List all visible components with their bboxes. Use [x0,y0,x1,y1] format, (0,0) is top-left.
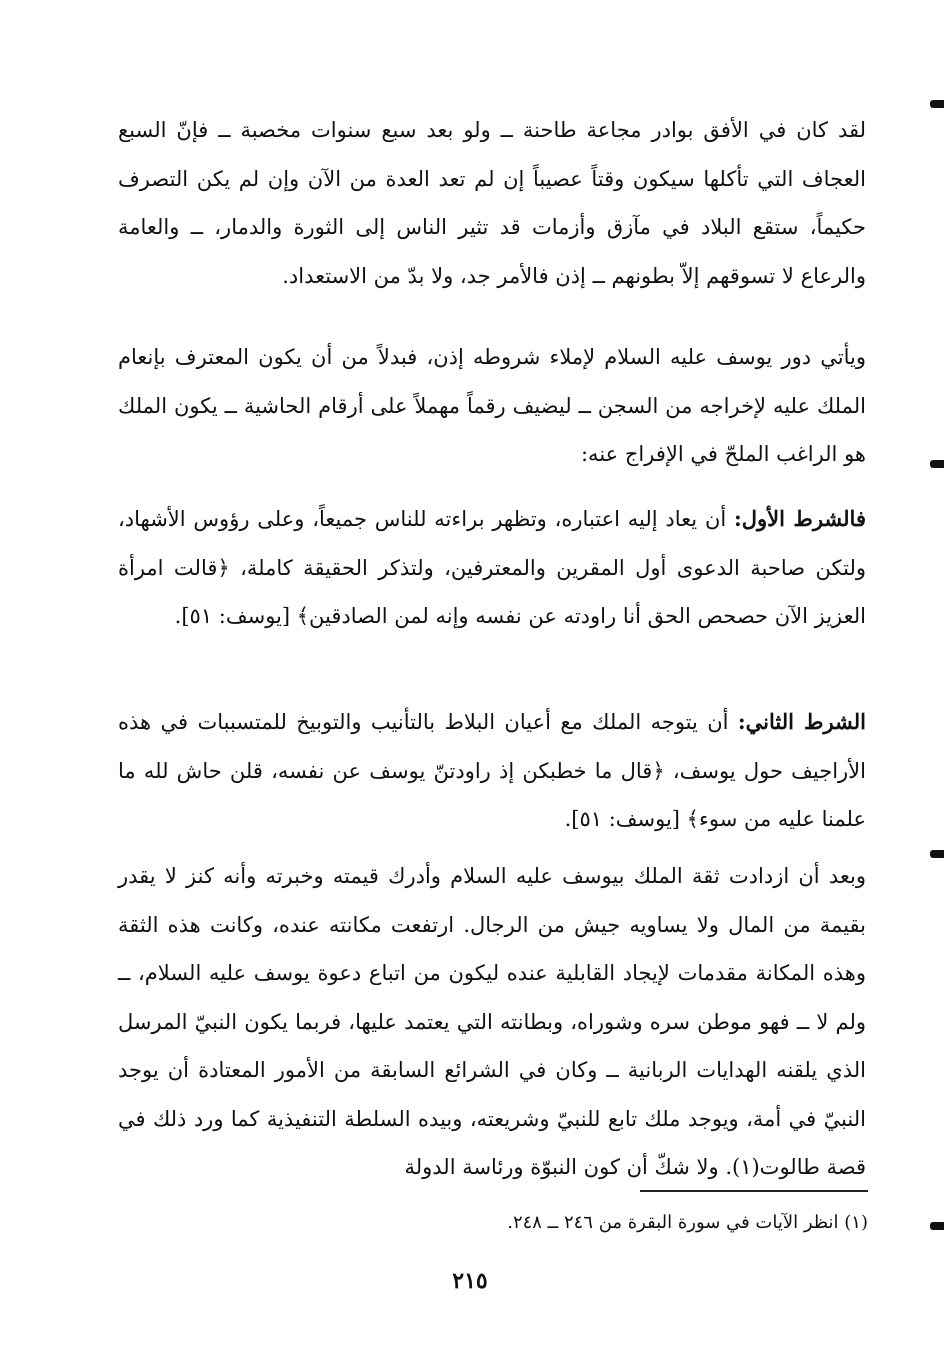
paragraph-famine [118,106,866,300]
scan-edge-mark [930,460,944,468]
scan-edge-mark [930,100,944,108]
paragraph-text: ويأتي دور يوسف عليه السلام لإملاء شروطه إذن، فبدلاً من أن يكون المعترف بإنعام الملك عليه لإخراجه من السجن ــ ليضيف رقماً مهملاً على أرقام الحاشية ــ يكون الملك هو الراغب الملحّ في الإفراج عنه: [118,345,866,466]
condition-body: أن يتوجه الملك مع أعيان البلاط بالتأنيب والتوبيخ للمتسببات في هذه الأراجيف حول يوسف، ﴿قال ما خطبكن إذ راودتنّ يوسف عن نفسه، قلن حاش لله ما علمنا عليه من سوء﴾ [يوسف: ٥١]. [118,710,866,831]
condition-body: أن يعاد إليه اعتباره، وتظهر براءته للناس جميعاً، وعلى رؤوس الأشهاد، ولتكن صاحبة الدعوى أول المقرين والمعترفين، ولتذكر الحقيقة كاملة، ﴿قالت امرأة العزيز الآن حصحص الحق أنا راودته عن نفسه وإنه لمن الصادقين﴾ [يوسف: ٥١]. [118,507,866,628]
footnote-divider [640,1190,868,1192]
page-number: ٢١٥ [452,1268,488,1294]
condition-heading: الشرط الثاني: [737,709,866,734]
scan-edge-mark [930,1222,944,1230]
condition-heading: فالشرط الأول: [734,506,866,531]
paragraph-text [118,698,866,844]
scan-edge-mark [930,850,944,858]
paragraph-second-condition [118,698,866,844]
paragraph-king-trust [118,852,866,1192]
paragraph-text: لقد كان في الأفق بوادر مجاعة طاحنة ــ ولو بعد سبع سنوات مخصبة ــ فإنّ السبع العجاف التي تأكلها سيكون وقتاً عصيباً إن لم تعد العدة من الآن وإن لم يكن التصرف حكيماً، ستقع البلاد في مآزق وأزمات قد تثير الناس إلى الثورة والدمار، ــ والعامة والرعاع لا تسوقهم إلاّ بطونهم ــ إذن فالأمر جد، ولا بدّ من الاستعداد. [118,118,866,288]
footnote: (١) انظر الآيات في سورة البقرة من ٢٤٦ ــ ٢٤٨. [507,1212,868,1233]
paragraph-first-condition [118,495,866,641]
paragraph-text [118,495,866,641]
paragraph-yusuf-role [118,333,866,479]
paragraph-text: وبعد أن ازدادت ثقة الملك بيوسف عليه السلام وأدرك قيمته وخبرته وأنه كنز لا يقدر بقيمة من المال ولا يساويه جيش من الرجال. ارتفعت مكانته عنده، وكانت هذه الثقة وهذه المكانة مقدمات لإيجاد القابلية عنده ليكون من اتباع دعوة يوسف عليه السلام، ــ ولم لا ــ فهو موطن سره وشوراه، وبطانته التي يعتمد عليها، فربما يكون النبيّ المرسل الذي يلقنه الهدايات الربانية ــ وكان في الشرائع السابقة من الأمور المعتادة أن يوجد النبيّ في أمة، ويوجد ملك تابع للنبيّ وشريعته، وبيده السلطة التنفيذية كما ورد ذلك في قصة طالوت(١). ولا شكّ أن كون النبوّة ورئاسة الدولة [118,864,866,1179]
